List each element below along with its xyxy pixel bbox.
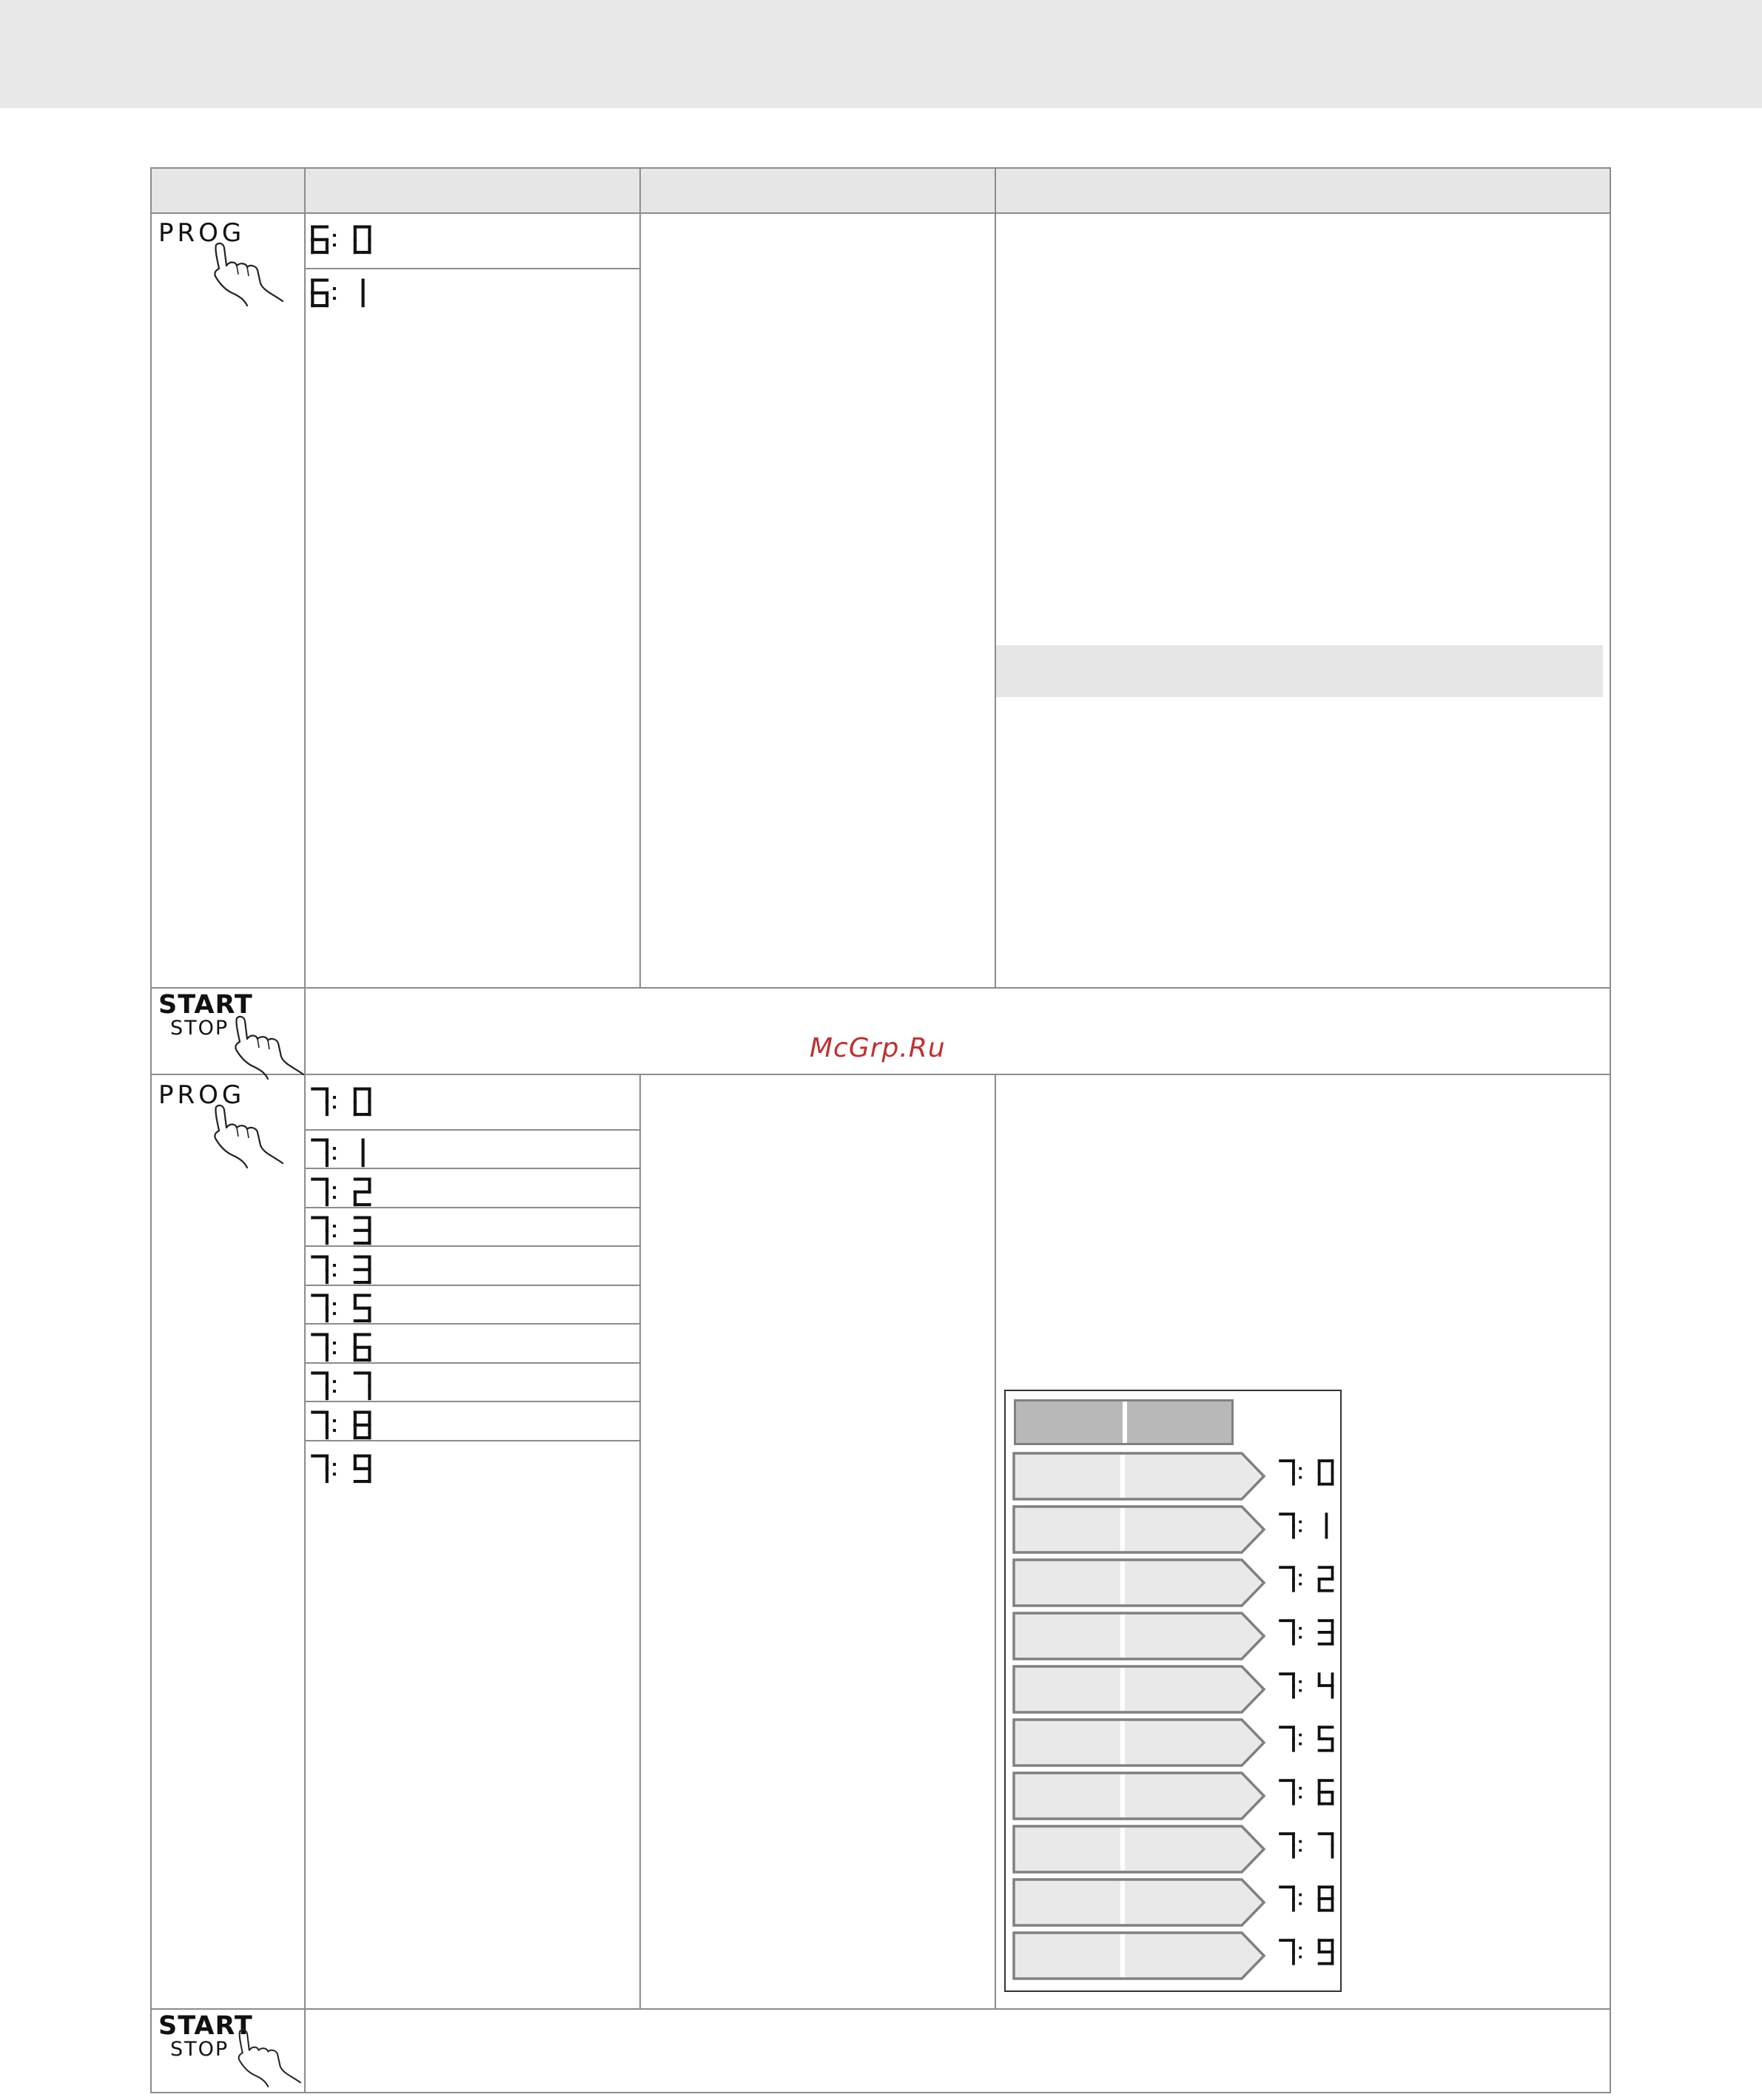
energy-scale-row <box>1012 1558 1268 1607</box>
energy-arrow-shape <box>1014 1933 1264 1979</box>
energy-scale-code <box>1279 1937 1356 1971</box>
watermark-text: McGrp.Ru <box>810 1033 946 1063</box>
energy-arrow-bar <box>1012 1558 1268 1607</box>
energy-arrow-shape <box>1014 1720 1264 1766</box>
table-header-row <box>150 167 1611 212</box>
display-code-6-0 <box>311 223 396 262</box>
colon-dot-bottom <box>1299 1849 1302 1852</box>
display-code-7-5 <box>311 1292 396 1330</box>
colon-dot-top <box>1299 1840 1302 1843</box>
colon-dot-bottom <box>1299 1743 1302 1746</box>
colon-dot-bottom <box>333 1312 336 1315</box>
energy-arrow-bar <box>1012 1878 1268 1927</box>
energy-scale-header <box>1014 1399 1234 1445</box>
colon-dot-top <box>1299 1734 1302 1737</box>
colon-dot-bottom <box>333 1273 336 1276</box>
energy-arrow-shape <box>1014 1826 1264 1872</box>
colon-dot-bottom <box>1299 1529 1302 1532</box>
display-code-7-3b <box>311 1253 396 1292</box>
energy-scale-row <box>1012 1771 1268 1820</box>
colon-dot-top <box>333 1096 336 1099</box>
start-stop-button-icon <box>157 2011 305 2093</box>
start-label: START <box>158 2011 253 2041</box>
page-header-band <box>0 0 1762 108</box>
energy-arrow-bar <box>1012 1452 1268 1501</box>
energy-scale-diagram <box>1004 1390 1342 1992</box>
energy-arrow-bar <box>1012 1505 1268 1554</box>
energy-scale-code <box>1279 1671 1356 1705</box>
colon-dot-top <box>333 1463 336 1466</box>
colon-dot-bottom <box>333 1473 336 1475</box>
colon-dot-bottom <box>333 1157 336 1160</box>
energy-scale-code <box>1279 1777 1356 1811</box>
energy-arrow-bar <box>1012 1612 1268 1660</box>
colon-dot-bottom <box>1299 1476 1302 1479</box>
colon-dot-bottom <box>1299 1956 1302 1959</box>
colon-dot-top <box>333 1264 336 1267</box>
display-code-7-8 <box>311 1409 396 1447</box>
colon-dot-bottom <box>333 1351 336 1354</box>
colon-dot-bottom <box>1299 1902 1302 1905</box>
colon-dot-top <box>1299 1680 1302 1683</box>
energy-arrow-divider <box>1120 1774 1125 1817</box>
energy-arrow-bar <box>1012 1931 1268 1980</box>
energy-arrow-divider <box>1120 1615 1125 1658</box>
colon-dot-bottom <box>1299 1636 1302 1639</box>
colon-dot-top <box>333 1225 336 1228</box>
colon-dot-bottom <box>1299 1796 1302 1799</box>
colon-dot-bottom <box>333 1429 336 1432</box>
energy-arrow-divider <box>1120 1934 1125 1977</box>
colon-dot-top <box>1299 1894 1302 1897</box>
energy-arrow-shape <box>1014 1560 1264 1606</box>
display-code-7-9 <box>311 1453 396 1491</box>
energy-arrow-bar <box>1012 1771 1268 1820</box>
energy-scale-row <box>1012 1452 1268 1501</box>
energy-arrow-divider <box>1120 1455 1125 1498</box>
energy-arrow-divider <box>1120 1508 1125 1551</box>
energy-scale-code <box>1279 1884 1356 1918</box>
colon-dot-top <box>1299 1627 1302 1630</box>
energy-arrow-divider <box>1120 1668 1125 1711</box>
note-strip <box>996 645 1603 697</box>
colon-dot-top <box>333 1302 336 1305</box>
energy-arrow-shape <box>1014 1879 1264 1925</box>
colon-dot-top <box>333 1380 336 1383</box>
energy-scale-row <box>1012 1612 1268 1660</box>
display-code-6-1 <box>311 277 396 315</box>
energy-scale-code <box>1279 1618 1356 1652</box>
energy-scale-code <box>1279 1458 1356 1492</box>
pointing-hand-icon <box>229 2026 311 2100</box>
energy-arrow-shape <box>1014 1453 1264 1499</box>
display-code-7-1 <box>311 1137 396 1175</box>
stop-label: STOP <box>170 2038 229 2061</box>
energy-scale-row <box>1012 1665 1268 1714</box>
display-code-7-3 <box>311 1214 396 1253</box>
colon-dot-top <box>1299 1574 1302 1577</box>
display-code-7-2 <box>311 1176 396 1214</box>
colon-dot-bottom <box>333 1234 336 1237</box>
pointing-hand-icon <box>209 1101 290 1182</box>
display-code-7-0 <box>311 1086 396 1124</box>
energy-arrow-divider <box>1120 1561 1125 1604</box>
colon-dot-bottom <box>1299 1689 1302 1692</box>
prog-label: PROG <box>158 218 246 248</box>
energy-arrow-divider <box>1120 1881 1125 1924</box>
colon-dot-bottom <box>333 1196 336 1199</box>
energy-scale-row <box>1012 1505 1268 1554</box>
colon-dot-bottom <box>1299 1583 1302 1586</box>
energy-scale-code <box>1279 1511 1356 1545</box>
prog-label: PROG <box>158 1080 246 1110</box>
energy-scale-row <box>1012 1931 1268 1980</box>
colon-dot-top <box>333 1342 336 1345</box>
energy-scale-row <box>1012 1718 1268 1767</box>
colon-dot-bottom <box>333 297 336 300</box>
energy-scale-code <box>1279 1564 1356 1598</box>
energy-arrow-divider <box>1120 1828 1125 1871</box>
energy-scale-row <box>1012 1878 1268 1927</box>
colon-dot-top <box>333 1147 336 1150</box>
energy-arrow-shape <box>1014 1773 1264 1819</box>
colon-dot-top <box>333 234 336 237</box>
prog-button-icon <box>157 1080 305 1162</box>
energy-arrow-bar <box>1012 1825 1268 1874</box>
display-code-7-6 <box>311 1331 396 1370</box>
energy-arrow-divider <box>1120 1721 1125 1764</box>
colon-dot-top <box>333 1419 336 1422</box>
energy-scale-code <box>1279 1724 1356 1758</box>
energy-arrow-bar <box>1012 1718 1268 1767</box>
energy-scale-code <box>1279 1831 1356 1865</box>
colon-dot-top <box>1299 1947 1302 1950</box>
energy-arrow-bar <box>1012 1665 1268 1714</box>
colon-dot-bottom <box>333 243 336 246</box>
colon-dot-top <box>1299 1467 1302 1470</box>
colon-dot-top <box>333 287 336 290</box>
stop-label: STOP <box>170 1017 229 1040</box>
colon-dot-bottom <box>333 1105 336 1108</box>
energy-arrow-shape <box>1014 1507 1264 1552</box>
prog-button-icon <box>157 218 305 300</box>
colon-dot-top <box>1299 1787 1302 1790</box>
energy-arrow-shape <box>1014 1613 1264 1659</box>
energy-scale-row <box>1012 1825 1268 1874</box>
colon-dot-top <box>1299 1521 1302 1524</box>
colon-dot-top <box>333 1186 336 1189</box>
start-label: START <box>158 990 253 1020</box>
pointing-hand-icon <box>209 239 290 320</box>
settings-table <box>150 167 1611 2093</box>
start-stop-button-icon <box>157 990 305 1071</box>
display-code-7-7 <box>311 1370 396 1408</box>
colon-dot-bottom <box>333 1390 336 1393</box>
energy-arrow-shape <box>1014 1666 1264 1712</box>
